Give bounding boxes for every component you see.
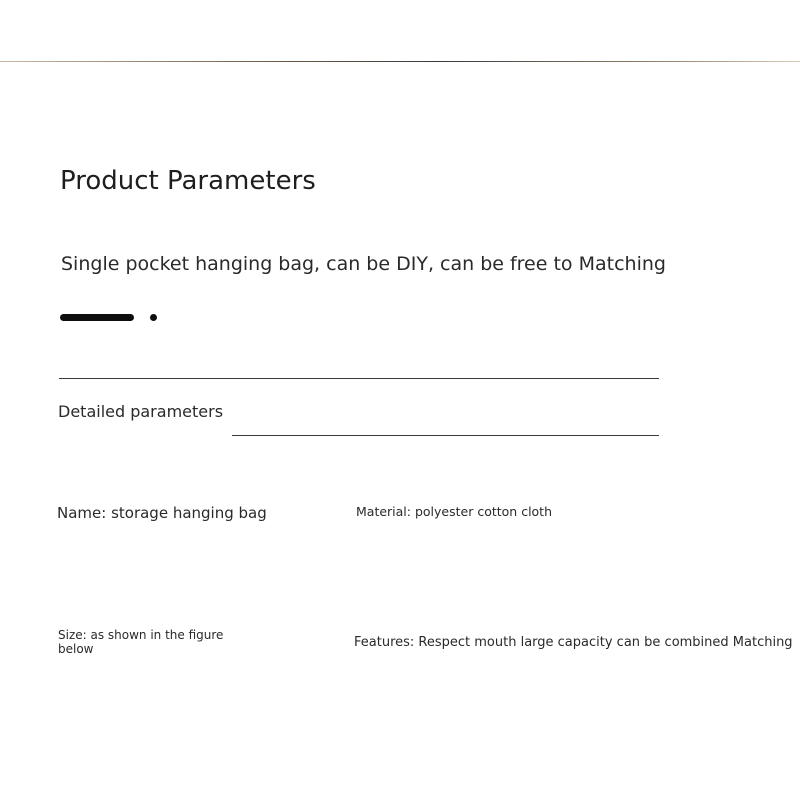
section-divider-top (59, 378, 659, 379)
param-name: Name: storage hanging bag (57, 504, 267, 522)
product-subtitle: Single pocket hanging bag, can be DIY, can be free to Matching (61, 253, 666, 275)
section-heading-detailed-parameters: Detailed parameters (58, 402, 224, 421)
decorative-dot (150, 314, 157, 321)
param-size: Size: as shown in the figure below (58, 628, 224, 656)
section-divider-bottom (232, 435, 659, 436)
decorative-dash (60, 314, 134, 321)
param-material: Material: polyester cotton cloth (356, 504, 553, 519)
top-divider (0, 61, 800, 62)
param-features: Features: Respect mouth large capacity can be combined Matching (354, 635, 793, 650)
page-title: Product Parameters (60, 166, 316, 196)
